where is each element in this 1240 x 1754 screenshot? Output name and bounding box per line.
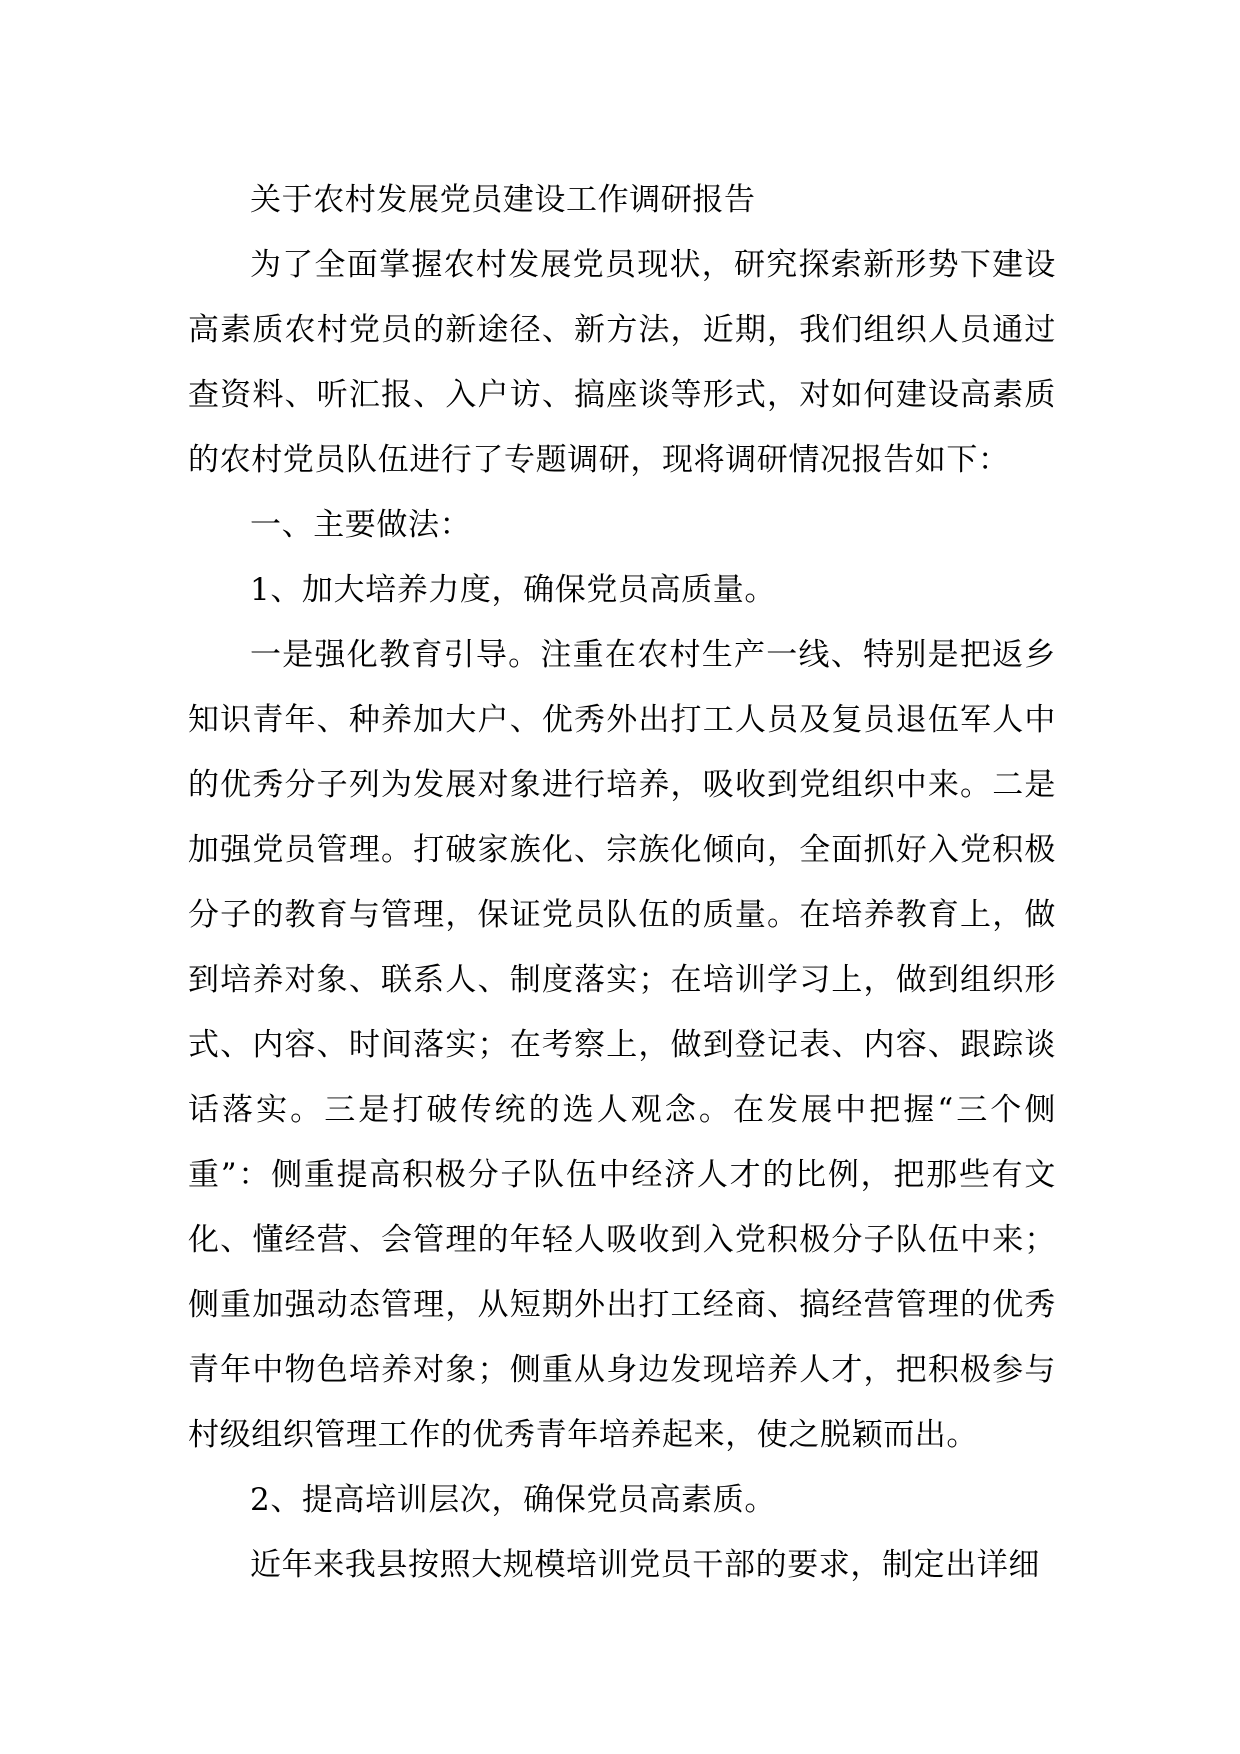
paragraph-county-training: 近年来我县按照大规模培训党员干部的要求，制定出详细 bbox=[250, 1547, 1040, 1583]
subheading-training-level: 2、提高培训层次，确保党员高素质。 bbox=[250, 1482, 776, 1518]
paragraph-intro: 为了全面掌握农村发展党员现状，研究探索新形势下建设高素质农村党员的新途径、新方法，近期，我们组织人员通过查资料、听汇报、入户访、搞座谈等形式，对如何建设高素质的农村党员队伍进行了专题调研，现将调研情况报告如下： bbox=[188, 247, 1056, 478]
paragraph-training-details: 一是强化教育引导。注重在农村生产一线、特别是把返乡知识青年、种养加大户、优秀外出打工人员及复员退伍军人中的优秀分子列为发展对象进行培养，吸收到党组织中来。二是加强党员管理。打破家族化、宗族化倾向，全面抓好入党积极分子的教育与管理，保证党员队伍的质量。在培养教育上，做到培养对象、联系人、制度落实；在培训学习上，做到组织形式、内容、时间落实；在考察上，做到登记表、内容、跟踪谈话落实。三是打破传统的选人观念。在发展中把握“三个侧重”：侧重提高积极分子队伍中经济人才的比例，把那些有文化、懂经营、会管理的年轻人吸收到入党积极分子队伍中来；侧重加强动态管理，从短期外出打工经商、搞经营管理的优秀青年中物色培养对象；侧重从身边发现培养人才，把积极参与村级组织管理工作的优秀青年培养起来，使之脱颖而出。 bbox=[188, 637, 1056, 1453]
document-title: 关于农村发展党员建设工作调研报告 bbox=[250, 182, 756, 218]
subheading-training-effort: 1、加大培养力度，确保党员高质量。 bbox=[250, 572, 776, 608]
section-heading-main-practices: 一、主要做法： bbox=[250, 507, 472, 543]
document-body bbox=[188, 168, 1056, 1598]
